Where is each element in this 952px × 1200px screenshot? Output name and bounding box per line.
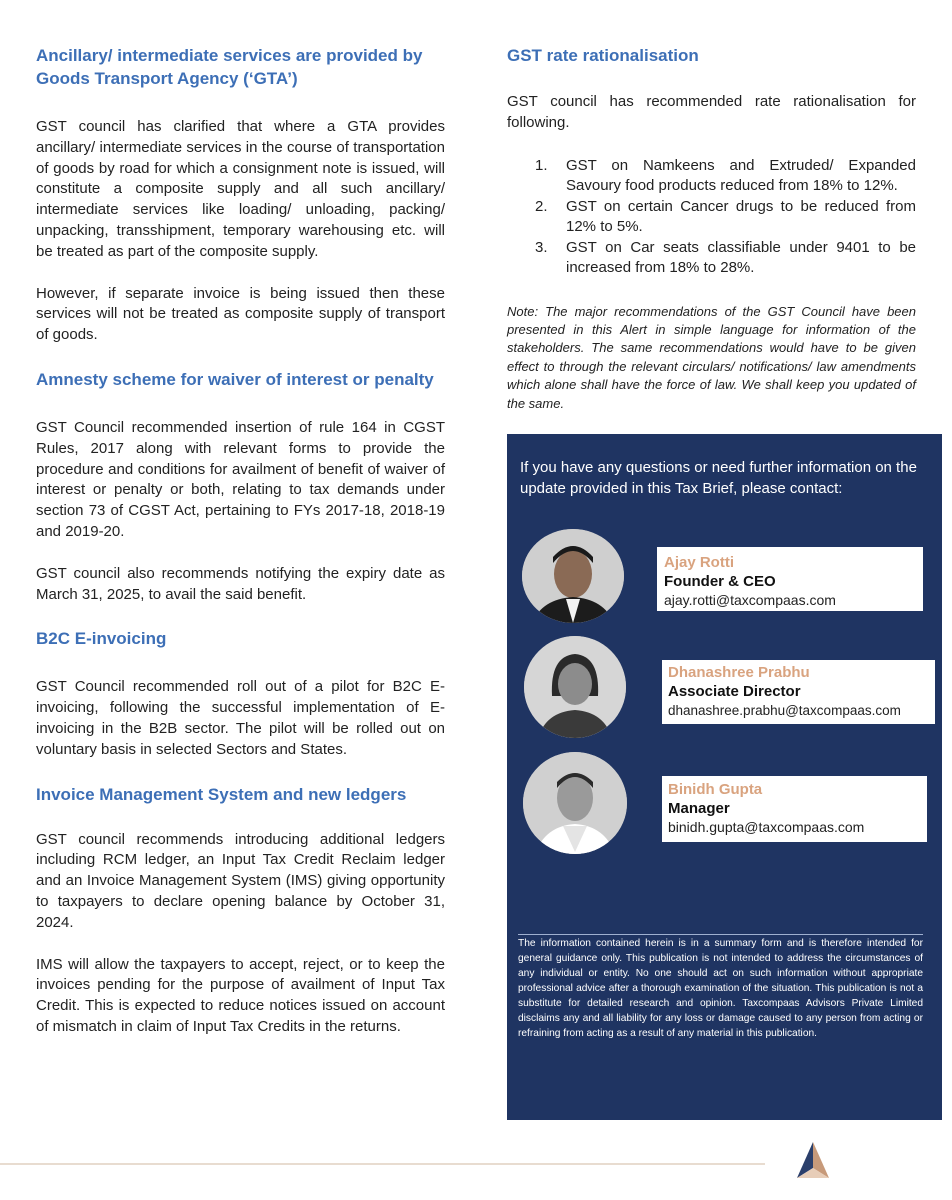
contact-email[interactable]: dhanashree.prabhu@taxcompaas.com — [668, 703, 901, 718]
contact-panel — [507, 434, 942, 1120]
heading-b2c-einvoicing: B2C E-invoicing — [36, 629, 167, 649]
contact-name: Binidh Gupta — [668, 781, 763, 798]
legal-disclaimer: The information contained herein is in a summary form and is therefore intended for general guidance only. This publication is not intended to address the circumstances of any individual or entity. No one should act on such information without appropriate professional advice after a thorough examination of the situation. This publication is not a substitute for detailed research and opinion. Taxcompaas Advisors Private Limited disclaims any and all liability for any loss or damage caused to any person from acting or refraining from acting as a result of any material in this publication. — [518, 934, 923, 1041]
contact-role: Associate Director — [668, 683, 801, 700]
contact-role: Manager — [668, 800, 730, 817]
avatar — [522, 529, 624, 623]
contact-email[interactable]: ajay.rotti@taxcompaas.com — [664, 592, 836, 608]
avatar — [523, 752, 627, 854]
gta-paragraph-1: GST council has clarified that where a GTA provides ancillary/ intermediate services in the course of transportation of goods by road for which a consignment note is issued, will constitute a composite supply and all such ancillary/ intermediate services like loading/ unloading, packing/ unpacking, transshipment, temporary warehousing etc. will be treated as part of the composite supply. — [36, 118, 445, 260]
heading-rate-rationalisation: GST rate rationalisation — [507, 46, 699, 65]
contact-card-binidh — [659, 776, 927, 842]
heading-ims: Invoice Management System and new ledgers — [36, 784, 407, 804]
rate-intro: GST council has recommended rate rationalisation for following. — [507, 93, 916, 131]
contact-name: Dhanashree Prabhu — [668, 664, 810, 681]
list-item: 2. GST on certain Cancer drugs to be reduced from 12% to 5%. — [535, 197, 916, 236]
ims-paragraph-1: GST council recommends introducing additional ledgers including RCM ledger, an Input Tax Credit Reclaim ledger and an Invoice Management System (IMS) giving opportunity to taxpayers to declare opening balance by October 31, 2024. — [36, 830, 445, 931]
contact-intro: If you have any questions or need further information on the update provided in this Tax Brief, please contact: — [520, 459, 917, 497]
contact-role: Founder & CEO — [664, 573, 776, 590]
b2c-paragraph: GST Council recommended roll out of a pilot for B2C E-invoicing, following the successful implementation of E-invoicing in the B2B sector. The pilot will be rolled out on voluntary basis in selected Sectors and States. — [36, 678, 445, 758]
contact-email[interactable]: binidh.gupta@taxcompaas.com — [668, 819, 865, 835]
amnesty-paragraph-2: GST council also recommends notifying the expiry date as March 31, 2025, to avail the said benefit. — [36, 564, 445, 603]
right-column — [507, 44, 916, 413]
taxcompaas-logo-icon — [793, 1140, 833, 1180]
amnesty-paragraph-1: GST Council recommended insertion of rule 164 in CGST Rules, 2017 along with relevant forms to provide the procedure and conditions for availment of benefit of waiver of interest or penalty or both, relating to tax demands under section 73 of CGST Act, pertaining to FYs 2017-18, 2018-19 and 2019-20. — [36, 418, 445, 540]
list-item: 1. GST on Namkeens and Extruded/ Expanded Savoury food products reduced from 18% to 12%. — [535, 156, 916, 195]
heading-gta: Ancillary/ intermediate services are provided by Goods Transport Agency (‘GTA’) — [36, 46, 423, 88]
heading-amnesty: Amnesty scheme for waiver of interest or penalty — [36, 369, 434, 389]
left-column — [36, 44, 445, 1038]
contact-name: Ajay Rotti — [664, 554, 735, 571]
rate-list — [507, 156, 916, 279]
list-item: 3. GST on Car seats classifiable under 9401 to be increased from 18% to 28%. — [535, 238, 916, 277]
footer-divider — [0, 1163, 765, 1165]
contact-card-dhanashree — [659, 660, 935, 724]
avatar — [524, 636, 626, 738]
contact-card-ajay — [654, 547, 923, 611]
gta-paragraph-2: However, if separate invoice is being issued then these services will not be treated as composite supply of transport of goods. — [36, 284, 445, 344]
disclaimer-note: Note: The major recommendations of the GST Council have been presented in this Alert in simple language for information of the stakeholders. The same recommendations would have to be given effect to through the relevant circulars/ notifications/ law amendments which alone shall have the force of law. We shall keep you updated of the same. — [507, 303, 916, 411]
ims-paragraph-2: IMS will allow the taxpayers to accept, reject, or to keep the invoices pending for the purpose of availment of Input Tax Credit. This is expected to reduce notices issued on account of mismatch in claim of Input Tax Credits in the returns. — [36, 955, 445, 1035]
